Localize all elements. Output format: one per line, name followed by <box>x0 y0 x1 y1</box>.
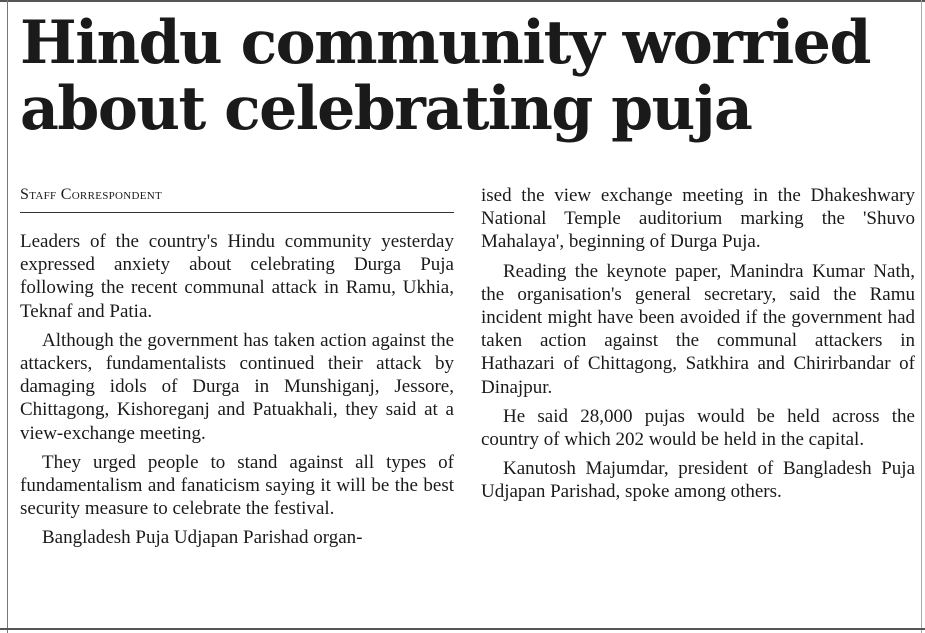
article-paragraph: Kanutosh Majumdar, president of Bangladesh Puja Udjapan Parishad, spoke among others. <box>481 458 915 503</box>
article-paragraph: They urged people to stand against all types of fundamentalism and fanaticism saying it will be the best security measure to celebrate the festival. <box>20 451 454 520</box>
article-byline: Staff Correspondent <box>20 186 163 203</box>
left-border-rule <box>7 0 8 633</box>
byline-divider <box>20 212 454 213</box>
article-column-right <box>481 184 915 504</box>
article-paragraph: He said 28,000 pujas would be held across the country of which 202 would be held in the capital. <box>481 405 915 451</box>
article-paragraph: Leaders of the country's Hindu community yesterday expressed anxiety about celebrating Durga Puja following the recent communal attack in Ramu, Ukhia, Teknaf and Patia. <box>20 231 454 322</box>
article-paragraph: Reading the keynote paper, Manindra Kumar Nath, the organisation's general secretary, said the Ramu incident might have been avoided if the government had taken action against the communal attackers in Hathazari of Chittagong, Satkhira and Chirirbandar of Dinajpur. <box>481 260 915 398</box>
right-border-rule <box>921 0 922 633</box>
article-column-left <box>20 230 454 550</box>
article-paragraph: ised the view exchange meeting in the Dhakeshwary National Temple auditorium marking the 'Shuvo Mahalaya', beginning of Durga Puja. <box>481 185 915 253</box>
bottom-border-rule <box>0 628 925 630</box>
article-headline: Hindu community worried about celebrating puja <box>20 8 870 144</box>
article-paragraph: Bangladesh Puja Udjapan Parishad organ- <box>42 527 363 549</box>
top-border-rule <box>0 0 925 2</box>
article-paragraph: Although the government has taken action against the attackers, fundamentalists continued their attack by damaging idols of Durga in Munshiganj, Jessore, Chittagong, Kishoreganj and Patuakhali, they said at a view-exchange meeting. <box>20 329 454 444</box>
